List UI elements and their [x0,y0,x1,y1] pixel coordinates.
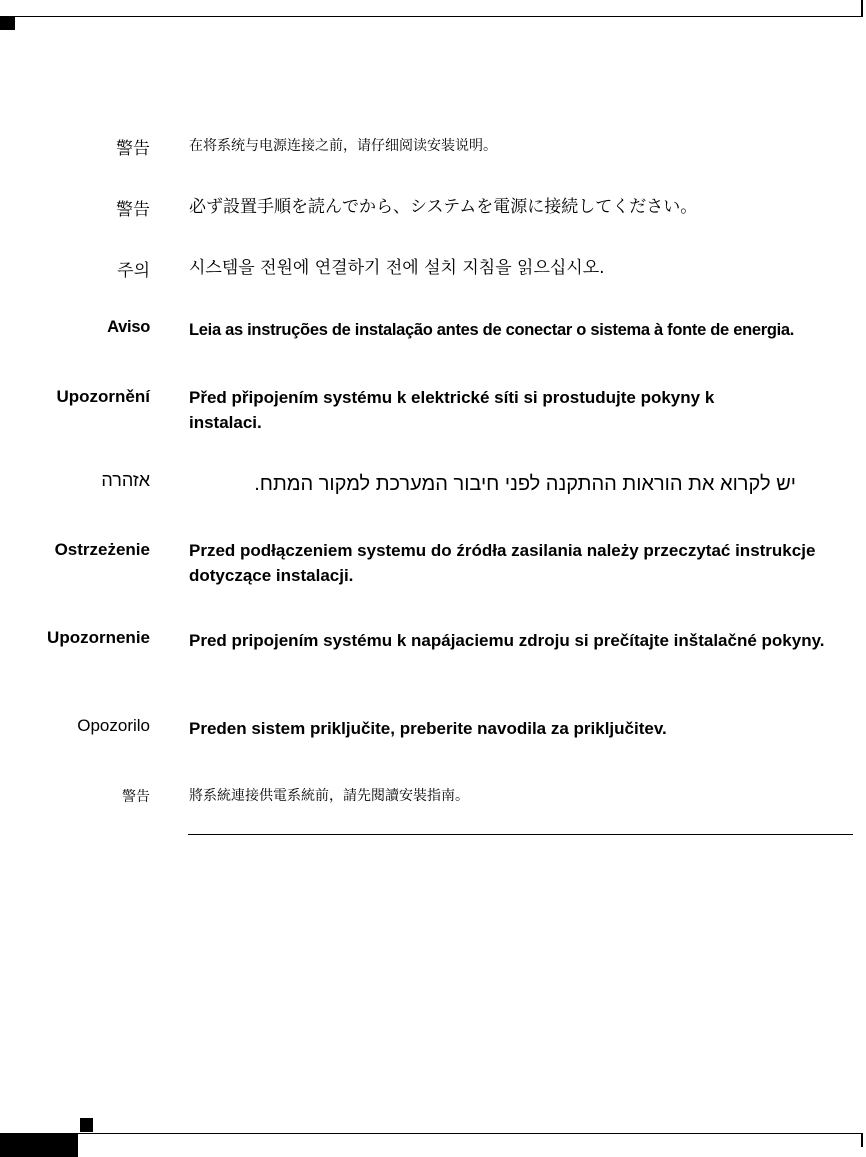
warning-text-pt: Leia as instruções de instalação antes de conectar o sistema à fonte de energia. [189,321,795,339]
warning-label-he: אזהרה [101,470,150,490]
bottom-rule [0,1133,862,1134]
warning-text-ko: 시스템을 전원에 연결하기 전에 설치 지침을 읽으십시오. [189,258,605,278]
warning-text-zh-cn: 在将系统与电源连接之前，请仔细阅读安装说明。 [189,138,497,154]
warning-label-sl: Opozorilo [77,716,150,735]
bottom-right-tick [861,1133,863,1147]
warning-text-pl: Przed podłączeniem systemu do źródła zasilania należy przeczytać instrukcje dotyczące instalacji. [189,541,816,585]
warning-label-zh-tw: 警告 [122,789,150,805]
bottom-left-marker [0,1134,78,1157]
warning-label-pt: Aviso [107,318,150,336]
bottom-square-marker [80,1118,93,1132]
warning-text-cs: Před připojením systému k elektrické síti si prostudujte pokyny k instalaci. [189,388,715,432]
warning-text-sl: Preden sistem priključite, preberite navodila za priključitev. [189,719,667,738]
warning-text-he: יש לקרוא את הוראות ההתקנה לפני חיבור המערכת למקור המתח. [254,473,796,495]
warning-label-pl: Ostrzeżenie [54,540,150,559]
warning-label-ko: 주의 [117,261,150,281]
warning-label-ja: 警告 [116,200,150,220]
warning-text-zh-tw: 將系統連接供電系統前，請先閱讀安裝指南。 [189,788,469,804]
top-right-tick [861,0,863,17]
warning-label-cs: Upozornění [56,387,150,406]
end-rule [188,834,853,835]
top-rule [0,16,862,17]
warning-label-zh-cn: 警告 [116,139,150,159]
warning-label-sk: Upozornenie [47,628,150,647]
warning-text-sk: Pred pripojením systému k napájaciemu zdroju si prečítajte inštalačné pokyny. [189,631,825,650]
top-left-marker [0,17,15,30]
warning-text-ja: 必ず設置手順を読んでから、システムを電源に接続してください。 [189,197,698,217]
